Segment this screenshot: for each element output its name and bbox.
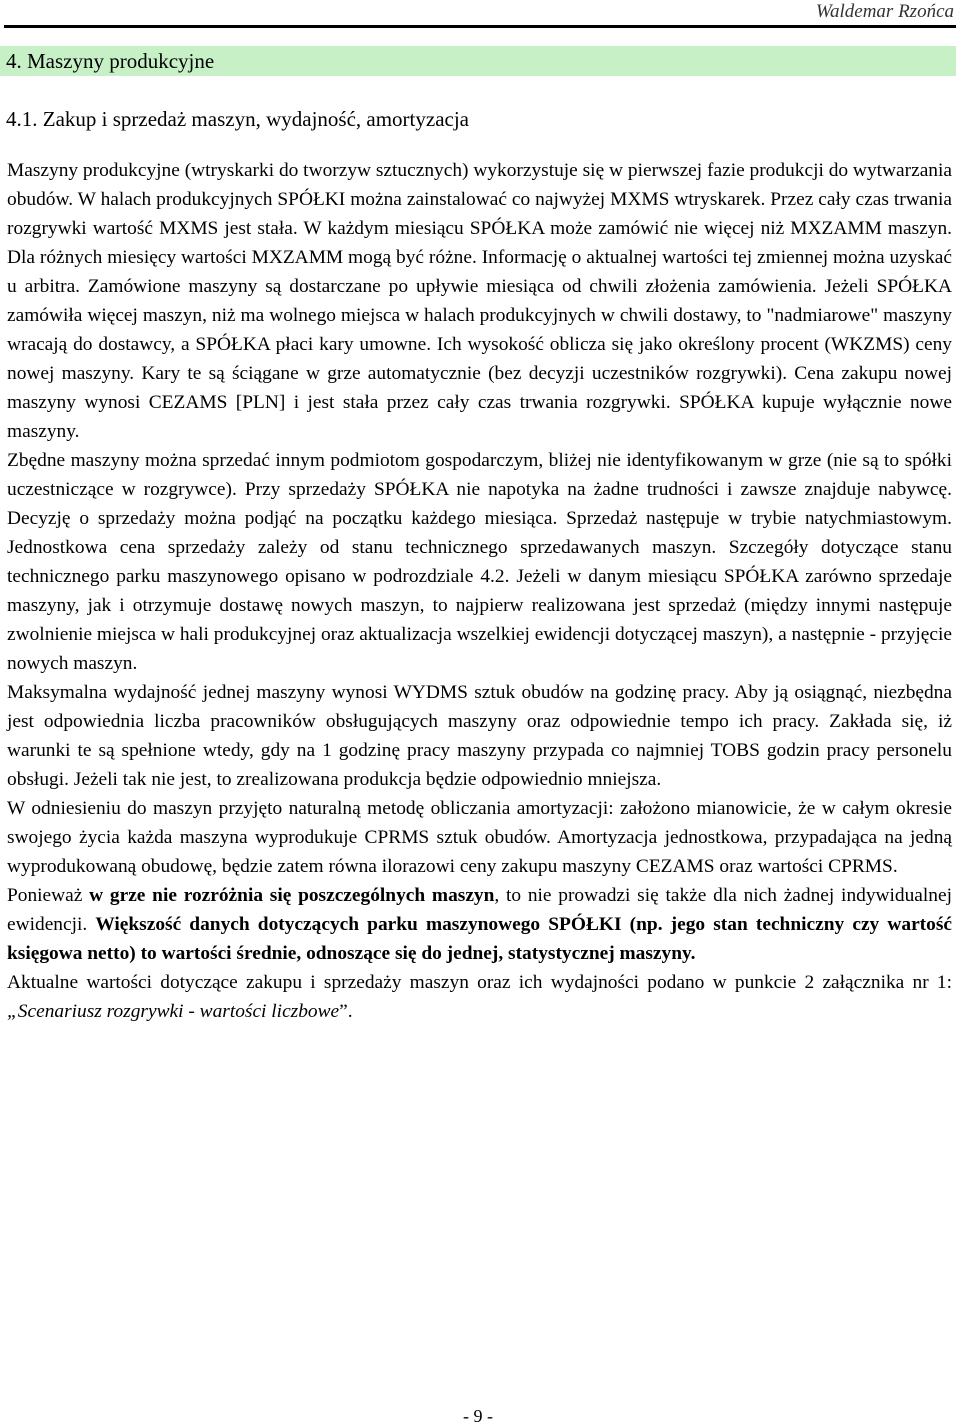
reference-text-a: Aktualne wartości dotyczące zakupu i sprzedaży maszyn oraz ich wydajności podano w punkcie 2 załącznika nr 1: [7,972,952,993]
reference-italic-title: „Scenariusz rozgrywki - wartości liczbowe [7,1001,340,1022]
paragraph-purchase: Maszyny produkcyjne (wtryskarki do tworzyw sztucznych) wykorzystuje się w pierwszej fazie produkcji do wytwarzania obudów. W halach produkcyjnych SPÓŁKI można zainstalować co najwyżej MXMS wtryskarek. Przez cały czas trwania rozgrywki wartość MXMS jest stała. W każdym miesiącu SPÓŁKA może zamówić nie więcej niż MXZAMM maszyn. Dla różnych miesięcy wartości MXZAMM mogą być różne. Informację o aktualnej wartości tej zmiennej można uzyskać u arbitra. Zamówione maszyny są dostarczane po upływie miesiąca od chwili złożenia zamówienia. Jeżeli SPÓŁKA zamówiła więcej maszyn, niż ma wolnego miejsca w halach produkcyjnych w chwili dostawy, to "nadmiarowe" maszyny wracają do dostawcy, a SPÓŁKA płaci kary umowne. Ich wysokość oblicza się jako określony procent (WKZMS) ceny nowej maszyny. Kary te są ściągane w grze automatycznie (bez decyzji uczestników rozgrywki). Cena zakupu nowej maszyny wynosi CEZAMS [PLN] i jest stała przez cały czas trwania rozgrywki. SPÓŁKA kupuje wyłącznie nowe maszyny. [7,160,952,442]
header-author: Waldemar Rzońca [815,1,954,22]
paragraph-capacity: Maksymalna wydajność jednej maszyny wynosi WYDMS sztuk obudów na godzinę pracy. Aby ją osiągnąć, niezbędna jest odpowiednia liczba pracowników obsługujących maszyny oraz odpowiednie tempo ich pracy. Zakłada się, iż warunki te są spełnione wtedy, gdy na 1 godzinę pracy maszyny przypada co najmniej TOBS godzin pracy personelu obsługi. Jeżeli tak nie jest, to zrealizowana produkcja będzie odpowiednio mniejsza. [7,682,952,790]
records-bold-d: Większość danych dotyczących parku maszynowego SPÓŁKI (np. jego stan techniczny czy wartość księgowa netto) to wartości średnie, odnoszące się do jednej, statystycznej maszyny. [7,914,952,964]
header-rule [4,25,956,28]
records-bold-b: w grze nie rozróżnia się poszczególnych maszyn [89,885,495,906]
paragraph-depreciation: W odniesieniu do maszyn przyjęto naturalną metodę obliczania amortyzacji: założono mianowicie, że w całym okresie swojego życia każda maszyna wyprodukuje CPRMS sztuk obudów. Amortyzacja jednostkowa, przypadająca na jedną wyprodukowaną obudowę, będzie zatem równa ilorazowi ceny zakupu maszyny CEZAMS oraz wartości CPRMS. [7,798,952,877]
paragraph-records [7,881,952,968]
section-heading: 4. Maszyny produkcyjne [0,46,956,76]
paragraph-reference [7,968,952,1026]
reference-text-c: ”. [339,1001,353,1022]
paragraph-sale: Zbędne maszyny można sprzedać innym podmiotom gospodarczym, bliżej nie identyfikowanym w grze (nie są to spółki uczestniczące w rozgrywce). Przy sprzedaży SPÓŁKA nie napotyka na żadne trudności i zawsze znajduje nabywcę. Decyzję o sprzedaży można podjąć na początku każdego miesiąca. Sprzedaż następuje w trybie natychmiastowym. Jednostkowa cena sprzedaży zależy od stanu technicznego sprzedawanych maszyn. Szczegóły dotyczące stanu technicznego parku maszynowego opisano w podrozdziale 4.2. Jeżeli w danym miesiącu SPÓŁKA zarówno sprzedaje maszyny, jak i otrzymuje dostawę nowych maszyn, to najpierw realizowana jest sprzedaż (między innymi następuje zwolnienie miejsca w hali produkcyjnej oraz aktualizacja wszelkiej ewidencji dotyczącej maszyn), a następnie - przyjęcie nowych maszyn. [7,450,952,674]
subsection-heading: 4.1. Zakup i sprzedaż maszyn, wydajność, amortyzacja [6,107,469,131]
document-body [7,156,952,1026]
records-text-a: Ponieważ [7,885,90,906]
records-text-c: , to nie prowadzi się także dla nich żadnej indywidualnej ewidencji. [7,885,952,935]
page-number: - 9 - [463,1406,493,1426]
